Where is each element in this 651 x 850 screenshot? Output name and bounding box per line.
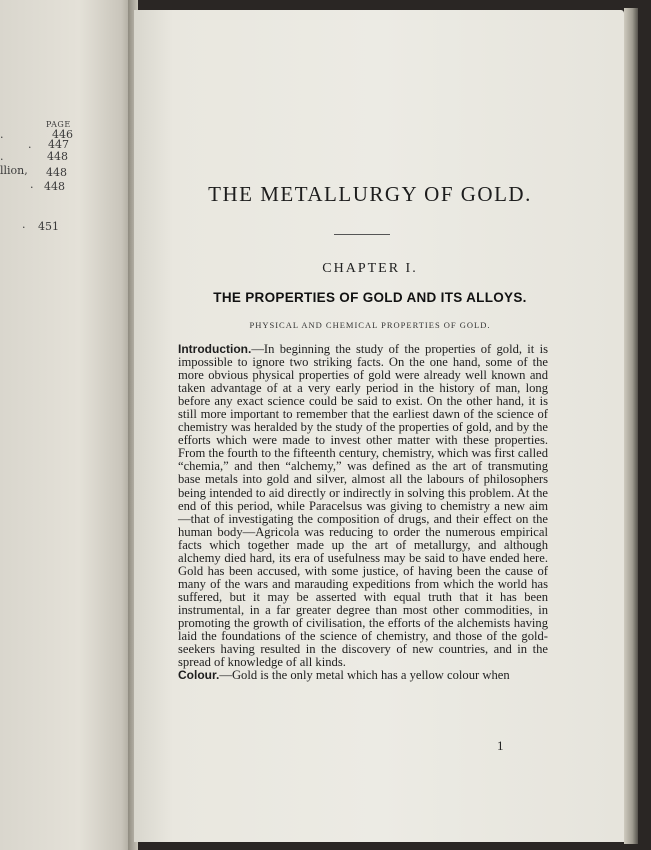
run-in-heading: Introduction.: [178, 342, 252, 356]
toc-page-header: PAGE: [46, 120, 71, 129]
book-title: THE METALLURGY OF GOLD.: [208, 182, 532, 206]
chapter-heading: THE PROPERTIES OF GOLD AND ITS ALLOYS.: [213, 290, 527, 305]
toc-page-number: 448: [46, 166, 67, 179]
paragraph-colour: [178, 669, 548, 682]
toc-line: .: [30, 178, 34, 191]
toc-page-number: 448: [44, 180, 65, 193]
page-number: 1: [497, 738, 504, 753]
chapter-label: CHAPTER I.: [322, 261, 418, 276]
paragraph-text: —Gold is the only metal which has a yellow colour when: [219, 668, 510, 683]
toc-page-number: 451: [38, 220, 59, 233]
page-edge: [624, 8, 638, 844]
paragraph-text: —In beginning the study of the properties of gold, it is impossible to ignore two striking facts. On the one hand, some of the more obvious physical properties of gold were already well known and taken advantage of at a very early period in the history of man, long before any exact science could be said to exist. On the other hand, it is still more important to remember that the earliest dawn of the science of chemistry was heralded by the study of the properties of gold, and by the efforts which were made to invest other matter with these properties. From the fourth to the fifteenth century, chemistry, which was first called “chemia,” and then “alchemy,” was defined as the art of transmuting base metals into gold and silver, almost all the labours of philosophers being intended to aid directly or indirectly in solving this problem. At the end of this period, while Paracelsus was giving to chemistry a new aim—that of investigating the composition of drugs, and their effect on the human body—Agricola was reducing to order the numerous empirical facts which together made up the art of metallurgy, and although alchemy died hard, its era of usefulness may be said to have ended here. Gold has been accused, with some justice, of having been the cause of many of the wars and marauding expeditions from which the world has suffered, but it may be asserted with equal truth that it has been instrumental, in a far greater degree than most other commodities, in promoting the growth of civilisation, the efforts of the alchemists having laid the foundations of the science of chemistry, and those of the gold-seekers having resulted in the discovery of new countries, and in the spread of knowledge of all kinds.: [178, 342, 548, 670]
toc-line: llion,: [0, 164, 28, 177]
toc-line: .: [0, 150, 4, 163]
section-heading: PHYSICAL AND CHEMICAL PROPERTIES OF GOLD.: [249, 320, 491, 330]
toc-line: .: [28, 138, 32, 151]
toc-page-number: 448: [47, 150, 68, 163]
paragraph-introduction: [178, 343, 548, 669]
toc-line: .: [22, 218, 26, 231]
toc-page-number: 446: [52, 128, 73, 141]
left-page: [0, 0, 132, 850]
run-in-heading: Colour.: [178, 668, 220, 683]
toc-page-number: 447: [48, 138, 69, 151]
toc-line: .: [0, 128, 4, 141]
title-rule: [334, 234, 390, 235]
body-text: [178, 343, 548, 682]
